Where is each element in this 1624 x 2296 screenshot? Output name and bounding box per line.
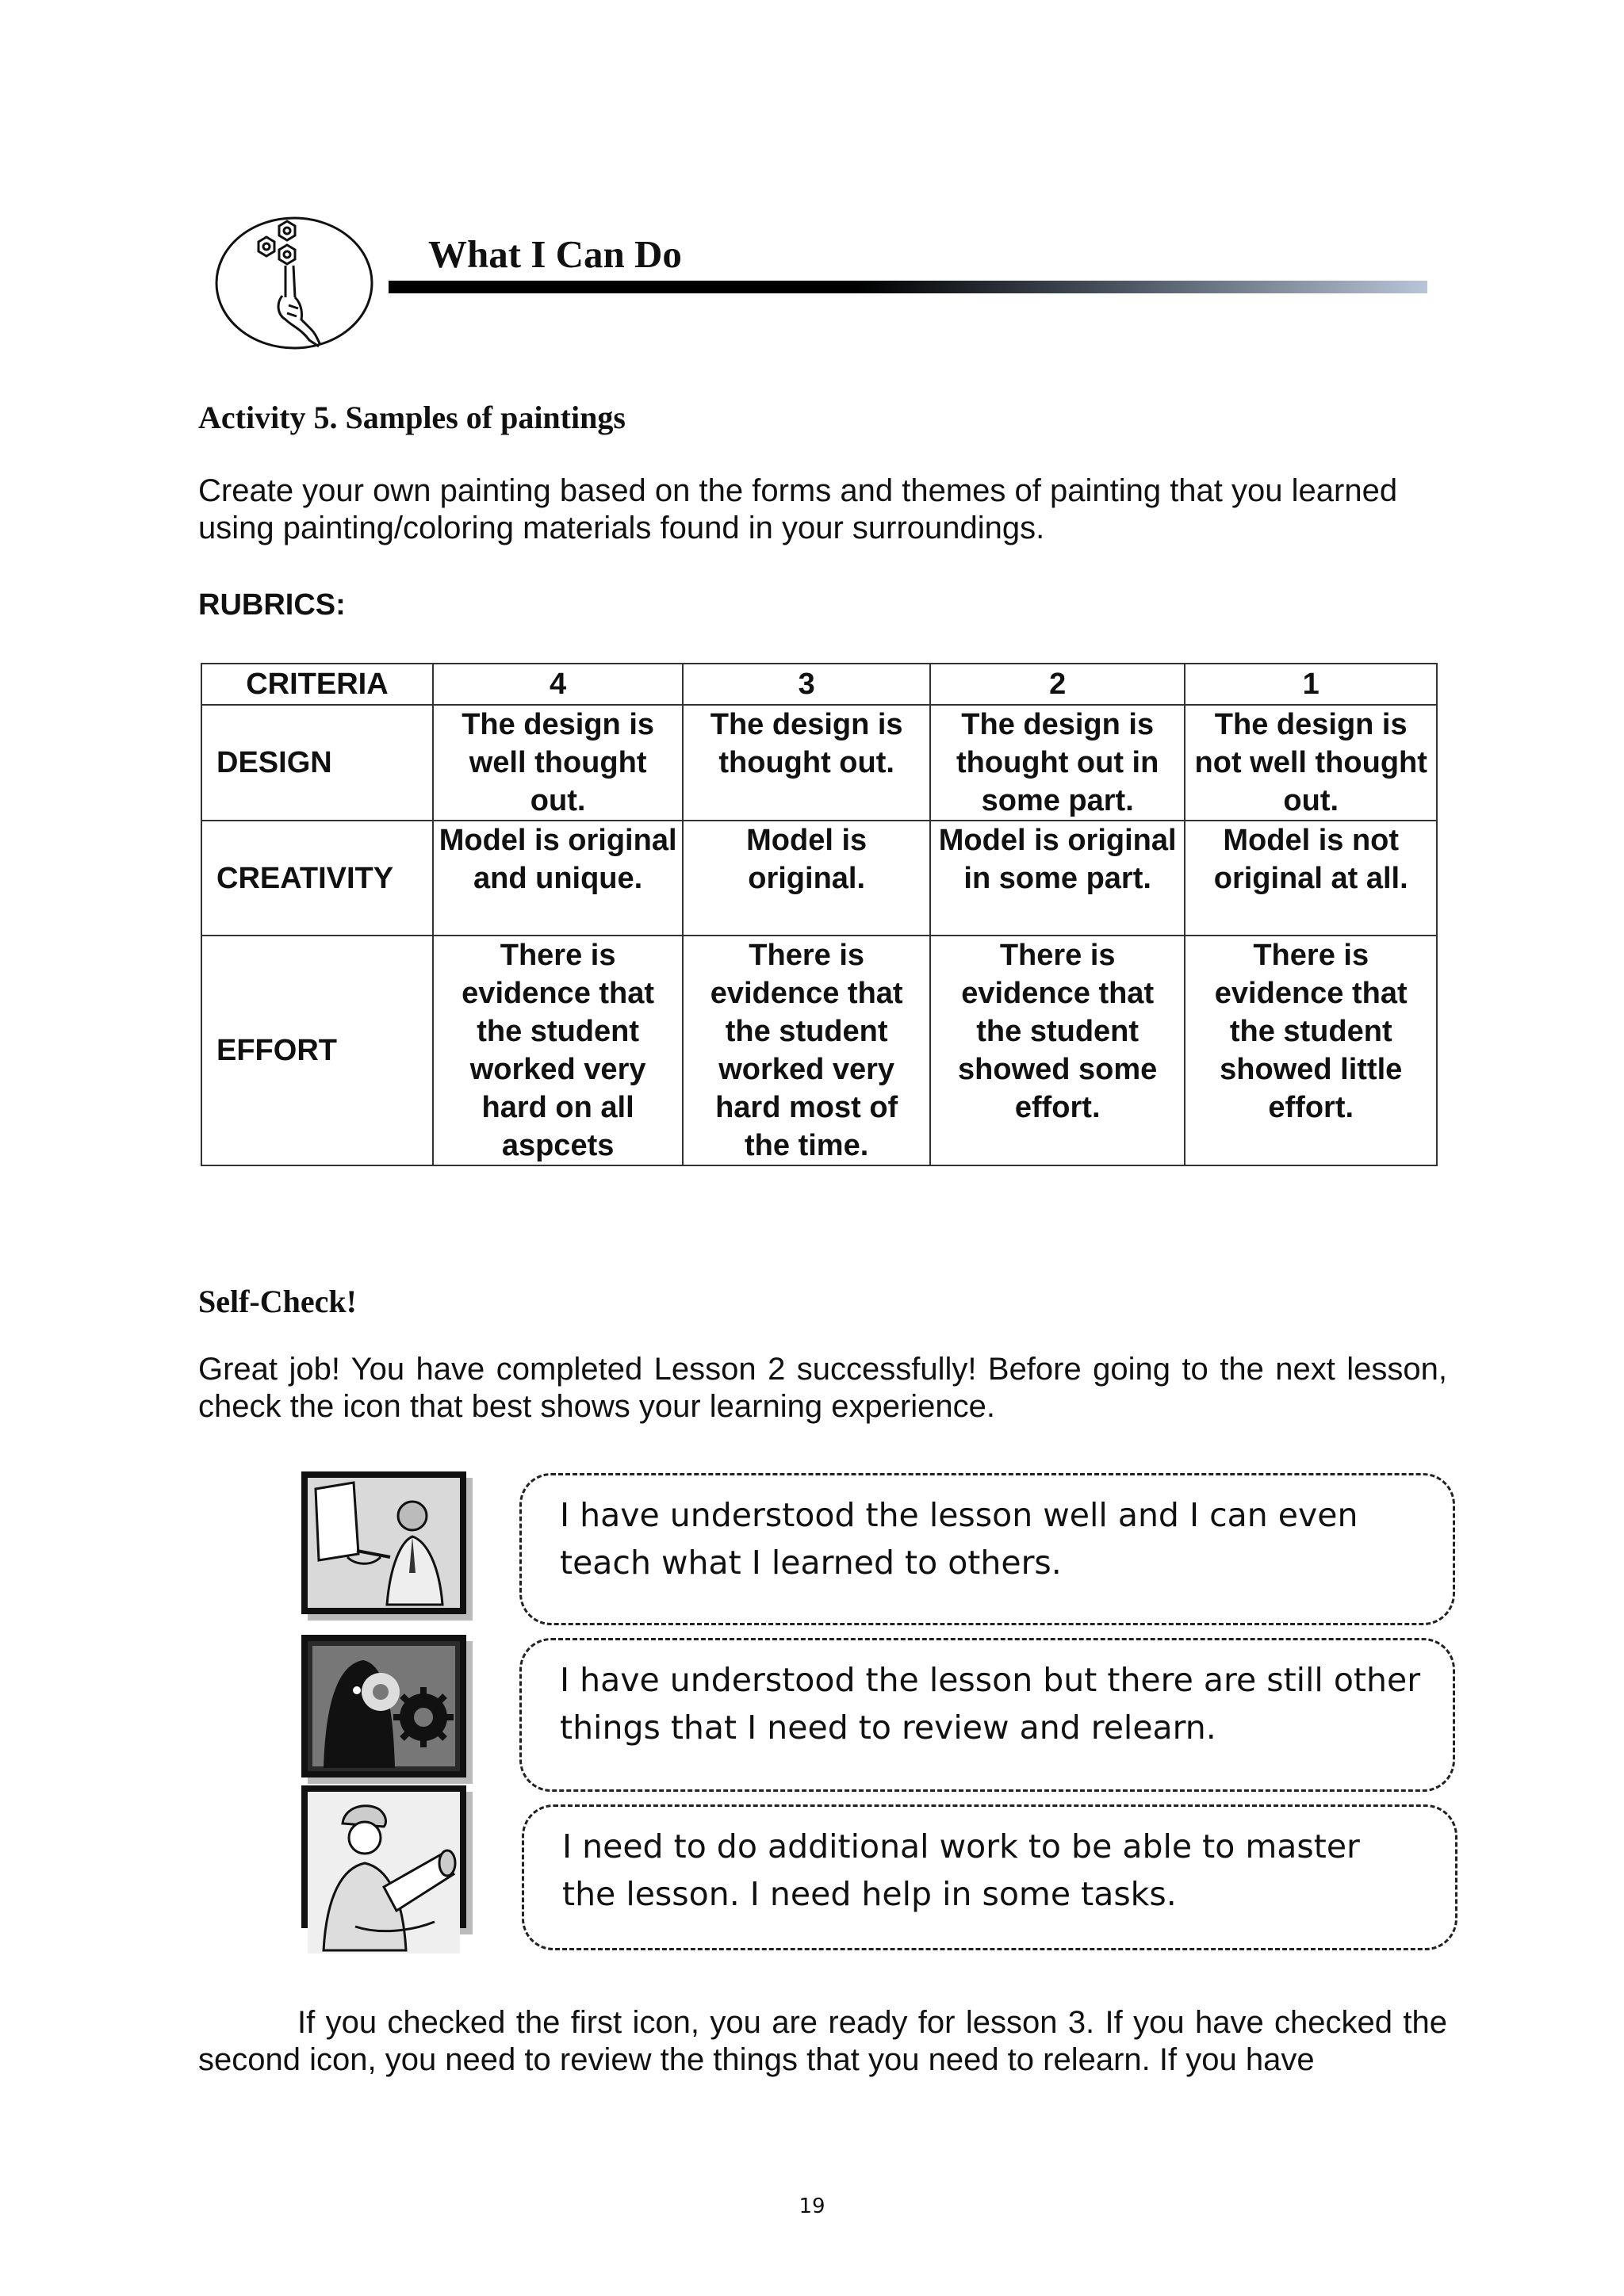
table-cell: Model is original in some part. bbox=[930, 821, 1185, 936]
option-understood-well-text: I have understood the lesson well and I can even teach what I learned to others. bbox=[560, 1496, 1358, 1582]
option-understood-well[interactable] bbox=[519, 1473, 1455, 1625]
table-cell: The design is thought out. bbox=[683, 705, 930, 821]
rubric-criteria-creativity: CREATIVITY bbox=[201, 821, 433, 936]
rubric-row-effort bbox=[201, 936, 1437, 1165]
rubric-header-criteria: CRITERIA bbox=[201, 664, 433, 705]
rubric-criteria-effort: EFFORT bbox=[201, 936, 433, 1165]
table-cell: There is evidence that the student worked very hard on all aspcets bbox=[433, 936, 684, 1165]
table-cell: The design is not well thought out. bbox=[1185, 705, 1437, 821]
table-cell: There is evidence that the student showed little effort. bbox=[1185, 936, 1437, 1165]
rubric-table bbox=[201, 663, 1438, 1166]
option-needs-help[interactable] bbox=[522, 1804, 1457, 1950]
self-check-closing: If you checked the first icon, you are ready for lesson 3. If you have checked the second icon, you need to review the things that you need to relearn. If you have bbox=[198, 2005, 1447, 2077]
rubric-row-creativity bbox=[201, 821, 1437, 936]
worker-with-blueprints-icon[interactable] bbox=[301, 1785, 466, 1928]
table-cell: Model is original and unique. bbox=[433, 821, 684, 936]
table-cell: Model is original. bbox=[683, 821, 930, 936]
table-cell: There is evidence that the student showed some effort. bbox=[930, 936, 1185, 1165]
option-needs-review-text: I have understood the lesson but there are still other things that I need to review and relearn. bbox=[560, 1661, 1421, 1747]
rubrics-label: RUBRICS: bbox=[198, 588, 346, 622]
rubric-header-row bbox=[201, 664, 1437, 705]
section-title: What I Can Do bbox=[428, 232, 682, 276]
rubric-header-score-4: 4 bbox=[433, 664, 684, 705]
rubric-criteria-design: DESIGN bbox=[201, 705, 433, 821]
title-underline-bar bbox=[389, 281, 1427, 293]
activity-title: Activity 5. Samples of paintings bbox=[198, 400, 626, 435]
thinking-gears-icon[interactable] bbox=[301, 1635, 466, 1777]
rubric-row-design bbox=[201, 705, 1437, 821]
self-check-title: Self-Check! bbox=[198, 1284, 357, 1319]
activity-instruction: Create your own painting based on the forms and themes of painting that you learned using painting/coloring materials found in your surroundings. bbox=[198, 473, 1398, 545]
teacher-presenting-icon[interactable] bbox=[301, 1471, 466, 1614]
hand-with-nuts-icon bbox=[213, 210, 376, 353]
table-cell: The design is thought out in some part. bbox=[930, 705, 1185, 821]
rubric-header-score-3: 3 bbox=[683, 664, 930, 705]
page-number: 19 bbox=[799, 2195, 825, 2218]
option-needs-help-text: I need to do additional work to be able to master the lesson. I need help in some tasks. bbox=[562, 1827, 1360, 1913]
rubric-header-score-1: 1 bbox=[1185, 664, 1437, 705]
self-check-intro: Great job! You have completed Lesson 2 successfully! Before going to the next lesson, check the icon that best shows your learning experience. bbox=[198, 1352, 1447, 1424]
table-cell: Model is not original at all. bbox=[1185, 821, 1437, 936]
table-cell: The design is well thought out. bbox=[433, 705, 684, 821]
rubric-header-score-2: 2 bbox=[930, 664, 1185, 705]
option-needs-review[interactable] bbox=[519, 1638, 1455, 1792]
table-cell: There is evidence that the student worked very hard most of the time. bbox=[683, 936, 930, 1165]
